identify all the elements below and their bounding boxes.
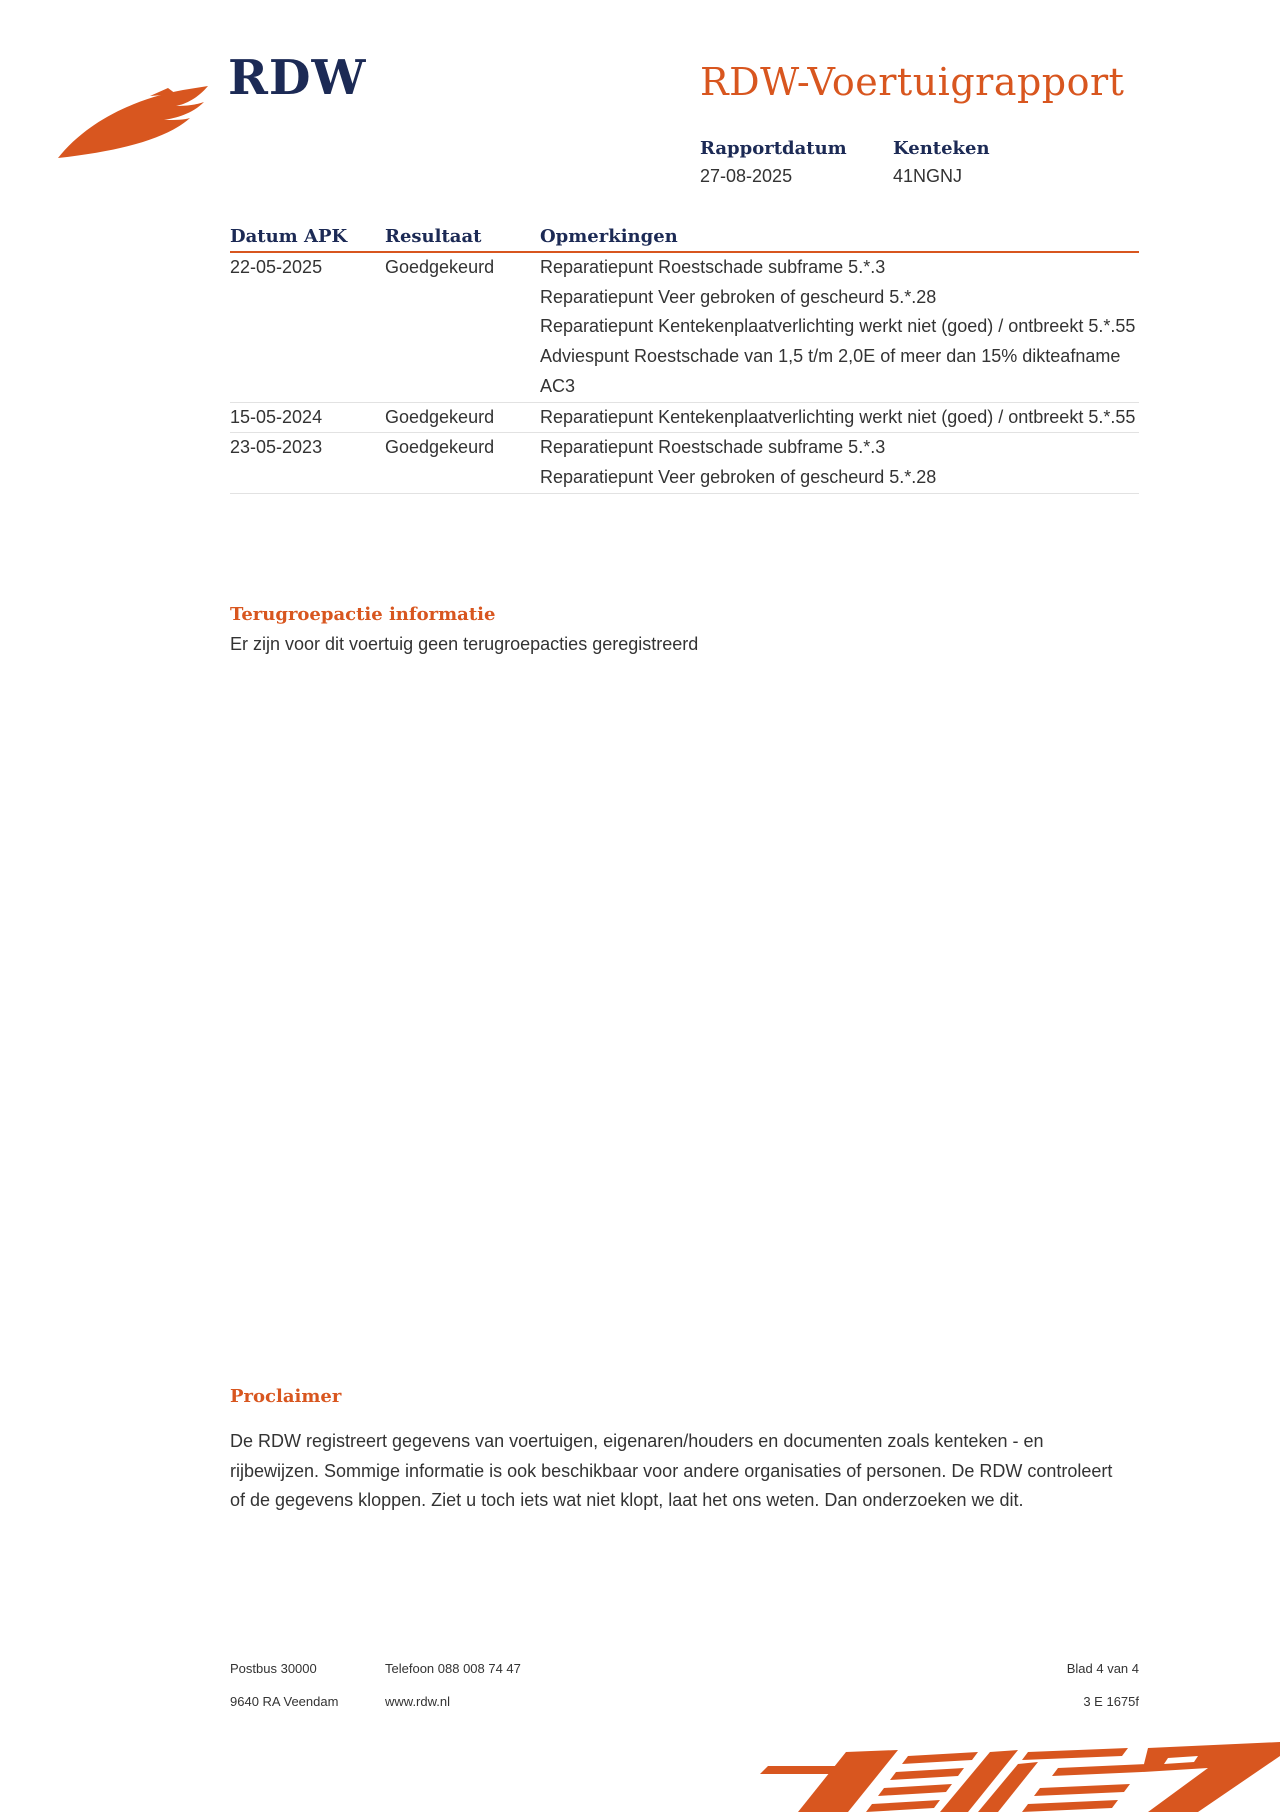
proclaimer-heading: Proclaimer [230,1386,342,1407]
apk-remarks [540,402,1139,433]
recall-text: Er zijn voor dit voertuig geen terugroepacties geregistreerd [230,634,699,654]
apk-result: Goedgekeurd [385,252,540,402]
remark-item: Adviespunt Roestschade van 1,5 t/m 2,0E of meer dan 15% dikteafname AC3 [540,346,1121,396]
apk-date: 23-05-2023 [230,433,385,493]
footer-website[interactable]: www.rdw.nl [385,1694,451,1709]
table-header-row [230,222,1139,252]
column-header-remarks: Opmerkingen [540,222,1139,252]
apk-result: Goedgekeurd [385,433,540,493]
remark-item: Reparatiepunt Roestschade subframe 5.*.3 [540,257,886,277]
remark-item: Reparatiepunt Roestschade subframe 5.*.3 [540,437,886,458]
remark-item: Reparatiepunt Veer gebroken of gescheurd 5.*.28 [540,466,937,487]
footer-page-number: Blad 4 van 4 [1066,1661,1139,1676]
proclaimer-text: De RDW registreert gegevens van voertuigen, eigenaren/houders en documenten zoals kenteken - en rijbewijzen. Sommige informatie is ook beschikbaar voor andere organisaties of personen. De RDW controleert of de gegevens kloppen. Ziet u toch iets wat niet klopt, laat het ons weten. Dan onderzoeken we dit. [230,1431,1113,1510]
recall-heading: Terugroepactie informatie [230,604,496,625]
table-row [230,402,1139,433]
column-header-date: Datum APK [230,222,385,252]
apk-result: Goedgekeurd [385,402,540,433]
footer-city: 9640 RA Veendam [230,1694,339,1709]
apk-date: 22-05-2025 [230,252,385,402]
apk-remarks [540,252,1139,402]
rdw-stripes-graphic-icon [728,1738,1280,1812]
apk-history-table [230,222,1139,494]
remark-item: Reparatiepunt Kentekenplaatverlichting werkt niet (goed) / ontbreekt 5.*.55 [540,406,1136,427]
report-date-label: Rapportdatum [700,138,847,159]
apk-remarks [540,433,1139,493]
remark-item: Reparatiepunt Veer gebroken of gescheurd 5.*.28 [540,286,937,307]
apk-date: 15-05-2024 [230,402,385,433]
table-row [230,433,1139,493]
brand-name: RDW [228,50,367,106]
footer-postbus: Postbus 30000 [230,1661,317,1676]
plate-value: 41NGNJ [893,166,963,186]
footer-phone: Telefoon 088 008 74 47 [385,1661,521,1676]
remark-item: Reparatiepunt Kentekenplaatverlichting werkt niet (goed) / ontbreekt 5.*.55 [540,316,1136,337]
plate-label: Kenteken [893,138,990,159]
column-header-result: Resultaat [385,222,540,252]
report-title: RDW-Voertuigrapport [700,60,1125,104]
rdw-feather-logo-icon [58,80,210,162]
footer-document-code: 3 E 1675f [1083,1694,1139,1709]
table-row [230,252,1139,402]
report-date-value: 27-08-2025 [700,166,793,186]
